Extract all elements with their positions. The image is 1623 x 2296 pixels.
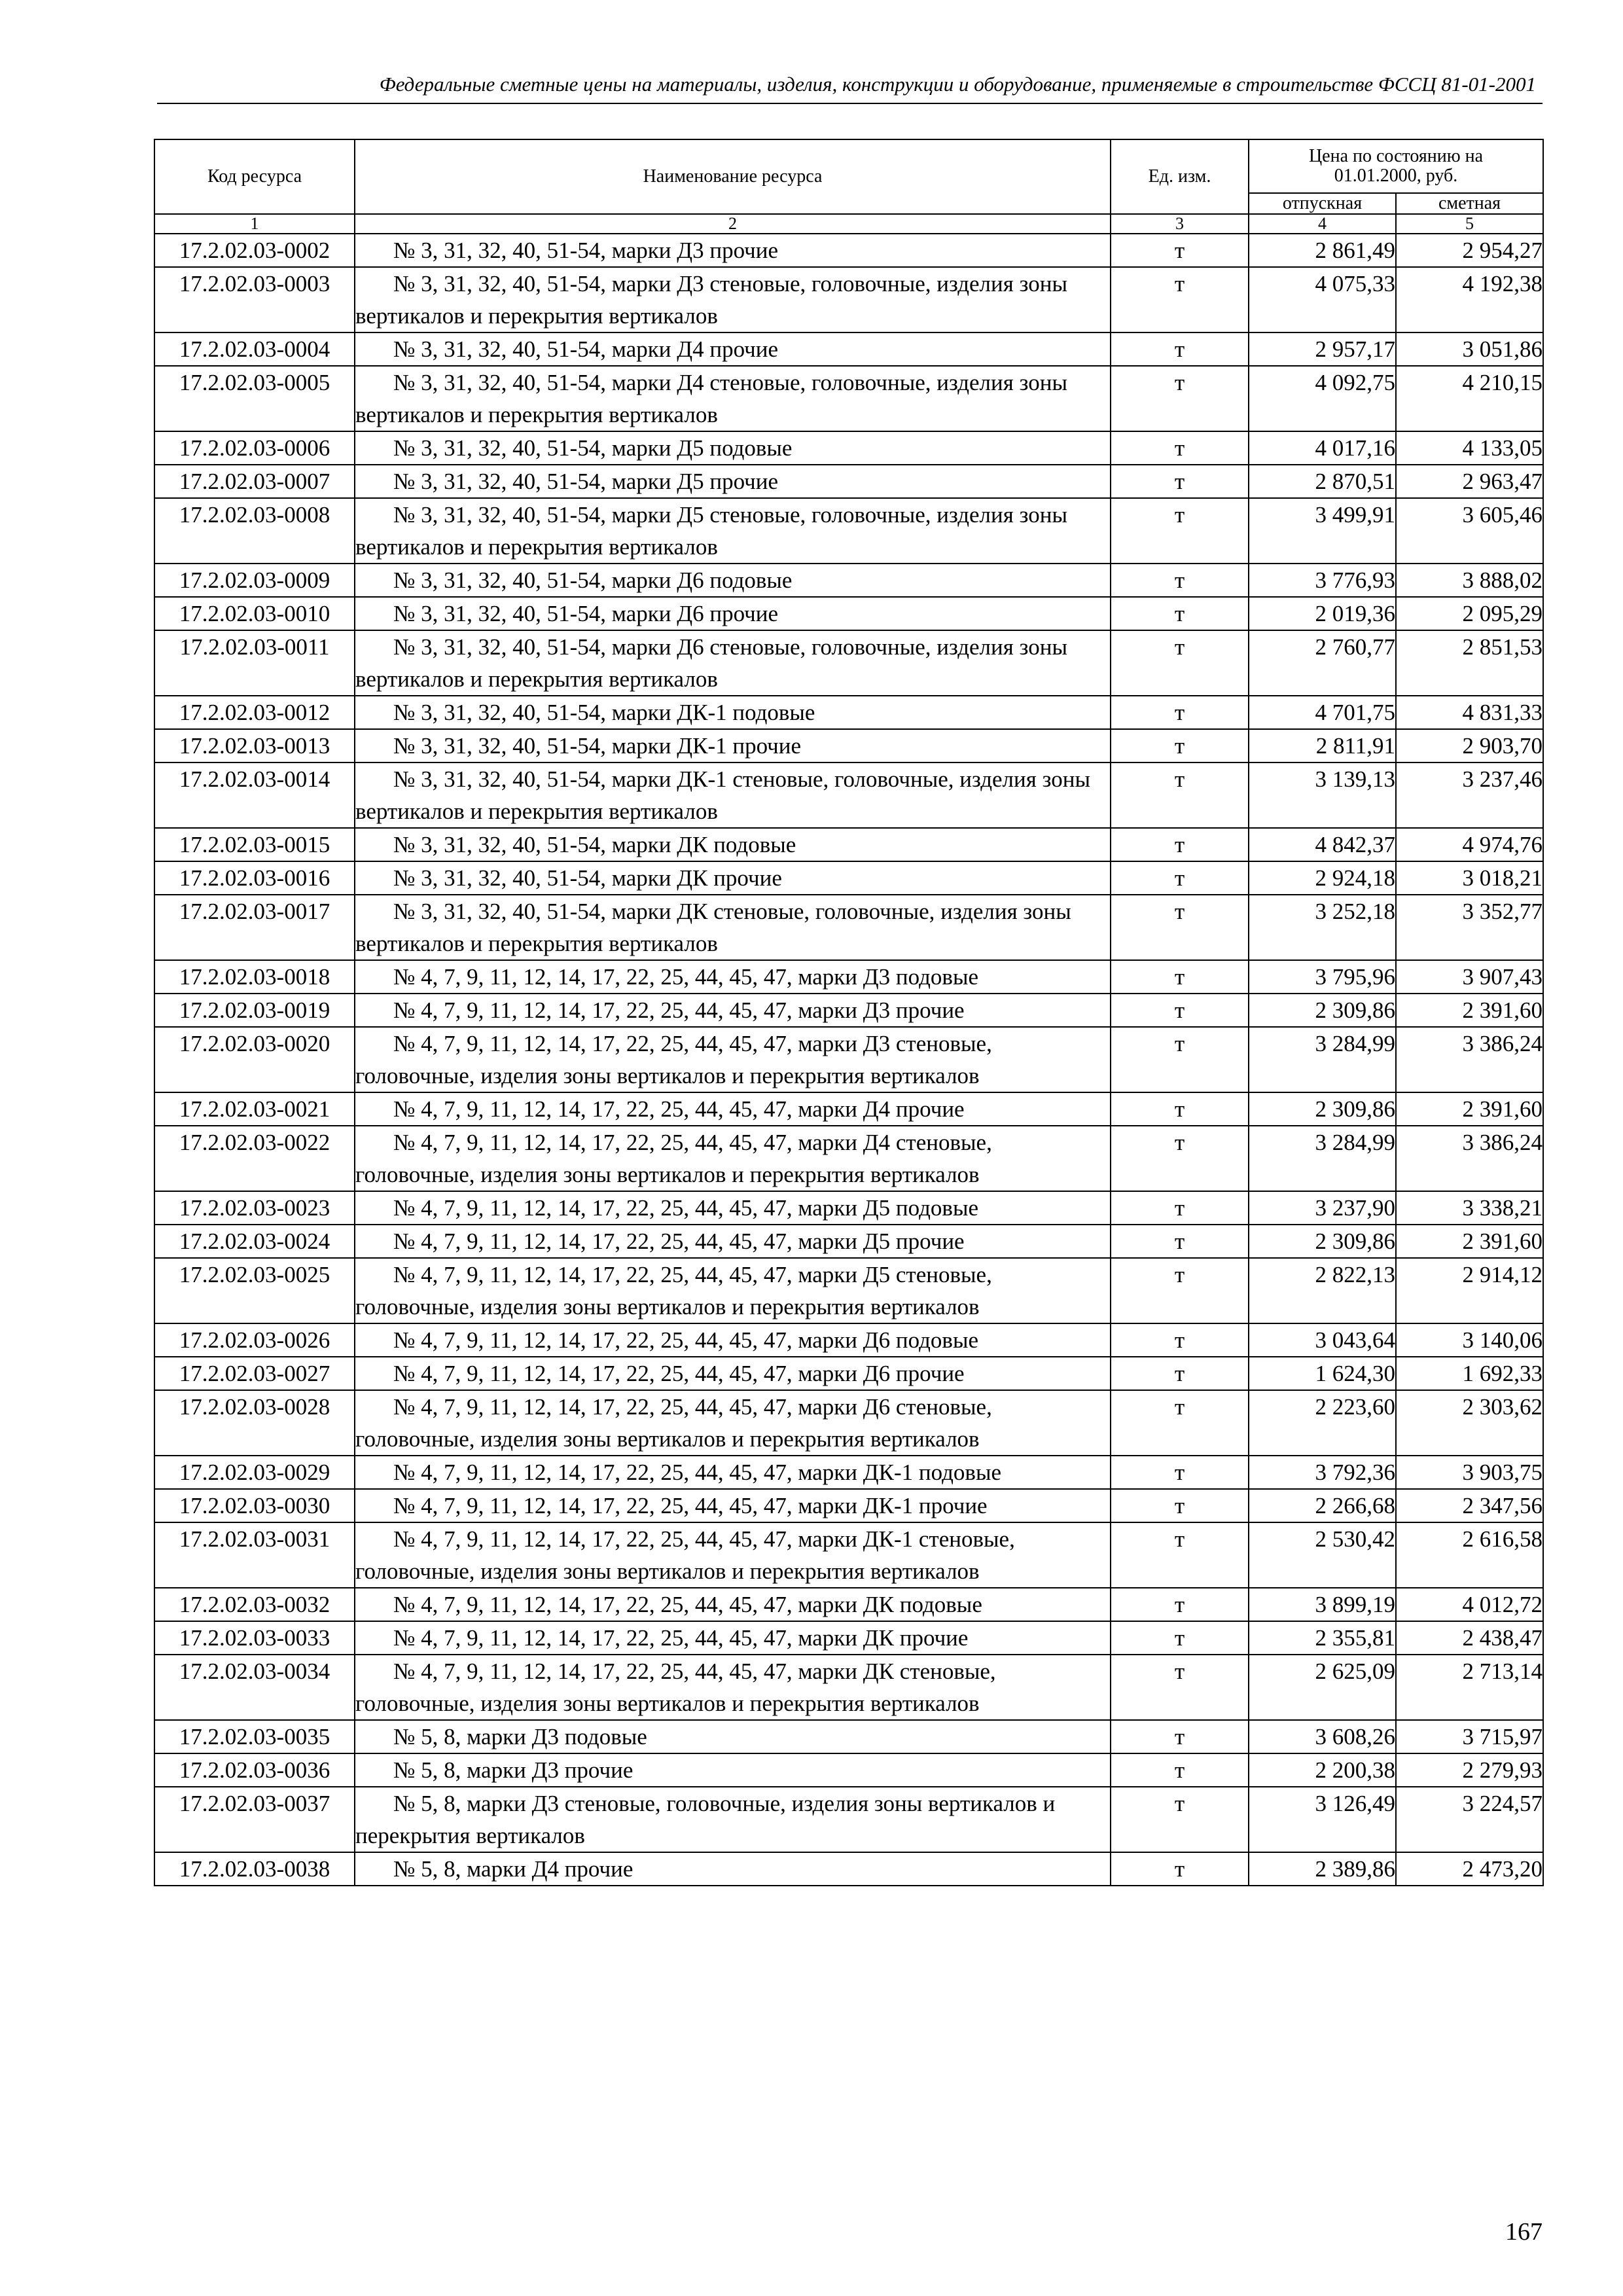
table-row xyxy=(154,1720,1543,1753)
unit-of-measure: т xyxy=(1111,267,1249,332)
table-row xyxy=(154,828,1543,861)
release-price: 2 870,51 xyxy=(1249,465,1396,498)
resource-code: 17.2.02.03-0032 xyxy=(154,1588,355,1621)
table-row xyxy=(154,630,1543,696)
estimate-price: 4 133,05 xyxy=(1396,431,1543,465)
resource-code: 17.2.02.03-0013 xyxy=(154,729,355,762)
unit-of-measure: т xyxy=(1111,366,1249,431)
resource-name xyxy=(355,564,1111,597)
table-row xyxy=(154,498,1543,564)
unit-of-measure: т xyxy=(1111,762,1249,828)
table-row xyxy=(154,1753,1543,1787)
estimate-price: 3 907,43 xyxy=(1396,960,1543,994)
estimate-price: 2 391,60 xyxy=(1396,1092,1543,1126)
unit-of-measure: т xyxy=(1111,861,1249,895)
resource-code: 17.2.02.03-0021 xyxy=(154,1092,355,1126)
resource-name-text: № 4, 7, 9, 11, 12, 14, 17, 22, 25, 44, 45, 47, марки Д3 подовые xyxy=(393,964,979,990)
resource-code: 17.2.02.03-0006 xyxy=(154,431,355,465)
resource-name-text: № 4, 7, 9, 11, 12, 14, 17, 22, 25, 44, 45, 47, марки Д3 прочие xyxy=(393,997,965,1023)
estimate-price: 2 616,58 xyxy=(1396,1522,1543,1588)
running-header: Федеральные сметные цены на материалы, изделия, конструкции и оборудование, применяемые в строительстве ФССЦ 81-01-2001 xyxy=(379,73,1536,96)
table-row xyxy=(154,1588,1543,1621)
release-price: 2 389,86 xyxy=(1249,1852,1396,1886)
resource-code: 17.2.02.03-0027 xyxy=(154,1357,355,1390)
unit-of-measure: т xyxy=(1111,1323,1249,1357)
resource-name-text: № 3, 31, 32, 40, 51-54, марки Д6 стеновые, головочные, изделия зоны вертикалов и перекрытия вертикалов xyxy=(355,634,1067,692)
table-row xyxy=(154,1522,1543,1588)
release-price: 3 776,93 xyxy=(1249,564,1396,597)
resource-name xyxy=(355,1753,1111,1787)
estimate-price: 4 210,15 xyxy=(1396,366,1543,431)
resource-name xyxy=(355,1489,1111,1522)
unit-of-measure: т xyxy=(1111,729,1249,762)
resource-name-text: № 4, 7, 9, 11, 12, 14, 17, 22, 25, 44, 45, 47, марки ДК-1 подовые xyxy=(393,1460,1002,1485)
estimate-price: 2 903,70 xyxy=(1396,729,1543,762)
resource-name-text: № 4, 7, 9, 11, 12, 14, 17, 22, 25, 44, 45, 47, марки Д4 стеновые, головочные, изделия зоны вертикалов и перекрытия вертикалов xyxy=(355,1130,992,1187)
table-row xyxy=(154,332,1543,366)
table-row xyxy=(154,1489,1543,1522)
estimate-price: 3 140,06 xyxy=(1396,1323,1543,1357)
resource-code: 17.2.02.03-0019 xyxy=(154,994,355,1027)
resource-code: 17.2.02.03-0037 xyxy=(154,1787,355,1852)
resource-name-text: № 4, 7, 9, 11, 12, 14, 17, 22, 25, 44, 45, 47, марки Д6 прочие xyxy=(393,1361,965,1386)
resource-name xyxy=(355,1357,1111,1390)
estimate-price: 2 914,12 xyxy=(1396,1258,1543,1323)
table-row xyxy=(154,1027,1543,1092)
estimate-price: 3 224,57 xyxy=(1396,1787,1543,1852)
resource-name-text: № 3, 31, 32, 40, 51-54, марки Д5 подовые xyxy=(393,435,793,461)
resource-name-text: № 5, 8, марки Д3 подовые xyxy=(393,1724,647,1749)
resource-name xyxy=(355,696,1111,729)
resource-name-text: № 5, 8, марки Д3 стеновые, головочные, изделия зоны вертикалов и перекрытия вертикалов xyxy=(355,1791,1056,1848)
release-price: 4 092,75 xyxy=(1249,366,1396,431)
release-price: 3 795,96 xyxy=(1249,960,1396,994)
release-price: 3 139,13 xyxy=(1249,762,1396,828)
table-row xyxy=(154,1126,1543,1191)
header-name: Наименование ресурса xyxy=(355,139,1111,214)
unit-of-measure: т xyxy=(1111,597,1249,630)
column-number: 5 xyxy=(1396,214,1543,234)
estimate-price: 2 713,14 xyxy=(1396,1655,1543,1720)
table-row xyxy=(154,1258,1543,1323)
release-price: 4 075,33 xyxy=(1249,267,1396,332)
estimate-price: 2 954,27 xyxy=(1396,234,1543,267)
estimate-price: 2 851,53 xyxy=(1396,630,1543,696)
unit-of-measure: т xyxy=(1111,498,1249,564)
resource-name xyxy=(355,828,1111,861)
unit-of-measure: т xyxy=(1111,1027,1249,1092)
header-code: Код ресурса xyxy=(154,139,355,214)
resource-name-text: № 3, 31, 32, 40, 51-54, марки Д4 прочие xyxy=(393,336,779,362)
unit-of-measure: т xyxy=(1111,1390,1249,1456)
resource-name xyxy=(355,1191,1111,1225)
resource-code: 17.2.02.03-0025 xyxy=(154,1258,355,1323)
estimate-price: 2 391,60 xyxy=(1396,1225,1543,1258)
resource-name xyxy=(355,729,1111,762)
column-number: 2 xyxy=(355,214,1111,234)
resource-name xyxy=(355,431,1111,465)
estimate-price: 3 386,24 xyxy=(1396,1126,1543,1191)
resource-code: 17.2.02.03-0034 xyxy=(154,1655,355,1720)
unit-of-measure: т xyxy=(1111,1357,1249,1390)
header-price-group: Цена по состоянию на 01.01.2000, руб. xyxy=(1249,139,1543,193)
estimate-price: 2 279,93 xyxy=(1396,1753,1543,1787)
resource-name xyxy=(355,332,1111,366)
release-price: 2 200,38 xyxy=(1249,1753,1396,1787)
resource-code: 17.2.02.03-0011 xyxy=(154,630,355,696)
unit-of-measure: т xyxy=(1111,1489,1249,1522)
resource-code: 17.2.02.03-0008 xyxy=(154,498,355,564)
price-table xyxy=(154,139,1544,1886)
release-price: 2 019,36 xyxy=(1249,597,1396,630)
table-row xyxy=(154,1225,1543,1258)
release-price: 2 822,13 xyxy=(1249,1258,1396,1323)
unit-of-measure: т xyxy=(1111,1225,1249,1258)
resource-name-text: № 3, 31, 32, 40, 51-54, марки ДК прочие xyxy=(393,865,782,891)
unit-of-measure: т xyxy=(1111,332,1249,366)
unit-of-measure: т xyxy=(1111,1753,1249,1787)
resource-name xyxy=(355,1092,1111,1126)
resource-name-text: № 4, 7, 9, 11, 12, 14, 17, 22, 25, 44, 45, 47, марки Д6 стеновые, головочные, изделия зоны вертикалов и перекрытия вертикалов xyxy=(355,1394,992,1452)
resource-name xyxy=(355,267,1111,332)
table-row xyxy=(154,465,1543,498)
estimate-price: 4 974,76 xyxy=(1396,828,1543,861)
resource-name xyxy=(355,1225,1111,1258)
table-row xyxy=(154,564,1543,597)
table-row xyxy=(154,1852,1543,1886)
resource-name xyxy=(355,498,1111,564)
resource-name xyxy=(355,1621,1111,1655)
unit-of-measure: т xyxy=(1111,828,1249,861)
resource-name-text: № 3, 31, 32, 40, 51-54, марки Д3 прочие xyxy=(393,238,779,263)
estimate-price: 2 963,47 xyxy=(1396,465,1543,498)
unit-of-measure: т xyxy=(1111,1092,1249,1126)
resource-code: 17.2.02.03-0017 xyxy=(154,895,355,960)
release-price: 4 017,16 xyxy=(1249,431,1396,465)
resource-name-text: № 3, 31, 32, 40, 51-54, марки Д3 стеновые, головочные, изделия зоны вертикалов и перекрытия вертикалов xyxy=(355,271,1067,329)
estimate-price: 3 605,46 xyxy=(1396,498,1543,564)
release-price: 4 701,75 xyxy=(1249,696,1396,729)
column-number-row xyxy=(154,214,1543,234)
table-row xyxy=(154,1357,1543,1390)
release-price: 3 126,49 xyxy=(1249,1787,1396,1852)
header-rule xyxy=(157,103,1543,104)
release-price: 2 223,60 xyxy=(1249,1390,1396,1456)
unit-of-measure: т xyxy=(1111,465,1249,498)
resource-code: 17.2.02.03-0022 xyxy=(154,1126,355,1191)
release-price: 3 237,90 xyxy=(1249,1191,1396,1225)
resource-code: 17.2.02.03-0038 xyxy=(154,1852,355,1886)
release-price: 3 284,99 xyxy=(1249,1027,1396,1092)
table-row xyxy=(154,431,1543,465)
resource-code: 17.2.02.03-0012 xyxy=(154,696,355,729)
resource-code: 17.2.02.03-0023 xyxy=(154,1191,355,1225)
resource-code: 17.2.02.03-0016 xyxy=(154,861,355,895)
header-unit: Ед. изм. xyxy=(1111,139,1249,214)
resource-name xyxy=(355,1588,1111,1621)
resource-code: 17.2.02.03-0007 xyxy=(154,465,355,498)
resource-name-text: № 3, 31, 32, 40, 51-54, марки ДК стеновые, головочные, изделия зоны вертикалов и перекрытия вертикалов xyxy=(355,899,1071,956)
release-price: 3 499,91 xyxy=(1249,498,1396,564)
table-row xyxy=(154,597,1543,630)
resource-name xyxy=(355,1456,1111,1489)
page-number: 167 xyxy=(1505,2218,1543,2246)
estimate-price: 4 012,72 xyxy=(1396,1588,1543,1621)
table-row xyxy=(154,1323,1543,1357)
resource-name xyxy=(355,465,1111,498)
resource-name xyxy=(355,1852,1111,1886)
resource-name-text: № 4, 7, 9, 11, 12, 14, 17, 22, 25, 44, 45, 47, марки ДК-1 прочие xyxy=(393,1493,988,1518)
resource-name xyxy=(355,1258,1111,1323)
resource-name xyxy=(355,994,1111,1027)
estimate-price: 2 347,56 xyxy=(1396,1489,1543,1522)
resource-code: 17.2.02.03-0036 xyxy=(154,1753,355,1787)
column-number: 1 xyxy=(154,214,355,234)
release-price: 2 924,18 xyxy=(1249,861,1396,895)
table-row xyxy=(154,861,1543,895)
resource-code: 17.2.02.03-0033 xyxy=(154,1621,355,1655)
resource-name-text: № 4, 7, 9, 11, 12, 14, 17, 22, 25, 44, 45, 47, марки ДК подовые xyxy=(393,1592,982,1617)
table-row xyxy=(154,1191,1543,1225)
estimate-price: 1 692,33 xyxy=(1396,1357,1543,1390)
estimate-price: 3 888,02 xyxy=(1396,564,1543,597)
release-price: 4 842,37 xyxy=(1249,828,1396,861)
resource-name-text: № 4, 7, 9, 11, 12, 14, 17, 22, 25, 44, 45, 47, марки Д5 прочие xyxy=(393,1229,965,1254)
header-price-release: отпускная xyxy=(1249,193,1396,214)
resource-code: 17.2.02.03-0005 xyxy=(154,366,355,431)
unit-of-measure: т xyxy=(1111,1456,1249,1489)
release-price: 2 309,86 xyxy=(1249,994,1396,1027)
release-price: 2 530,42 xyxy=(1249,1522,1396,1588)
resource-code: 17.2.02.03-0026 xyxy=(154,1323,355,1357)
resource-code: 17.2.02.03-0035 xyxy=(154,1720,355,1753)
release-price: 2 625,09 xyxy=(1249,1655,1396,1720)
unit-of-measure: т xyxy=(1111,960,1249,994)
unit-of-measure: т xyxy=(1111,895,1249,960)
resource-name-text: № 3, 31, 32, 40, 51-54, марки Д5 прочие xyxy=(393,469,779,494)
resource-name xyxy=(355,597,1111,630)
estimate-price: 3 715,97 xyxy=(1396,1720,1543,1753)
table-row xyxy=(154,762,1543,828)
table-row xyxy=(154,895,1543,960)
release-price: 1 624,30 xyxy=(1249,1357,1396,1390)
resource-name xyxy=(355,861,1111,895)
table-row xyxy=(154,234,1543,267)
resource-name-text: № 3, 31, 32, 40, 51-54, марки ДК-1 стеновые, головочные, изделия зоны вертикалов и перекрытия вертикалов xyxy=(355,766,1090,824)
resource-name xyxy=(355,1787,1111,1852)
table-row xyxy=(154,696,1543,729)
resource-name xyxy=(355,960,1111,994)
unit-of-measure: т xyxy=(1111,994,1249,1027)
unit-of-measure: т xyxy=(1111,696,1249,729)
release-price: 2 861,49 xyxy=(1249,234,1396,267)
release-price: 3 608,26 xyxy=(1249,1720,1396,1753)
column-number: 4 xyxy=(1249,214,1396,234)
estimate-price: 3 338,21 xyxy=(1396,1191,1543,1225)
unit-of-measure: т xyxy=(1111,234,1249,267)
resource-name-text: № 4, 7, 9, 11, 12, 14, 17, 22, 25, 44, 45, 47, марки Д6 подовые xyxy=(393,1327,979,1353)
table-row xyxy=(154,729,1543,762)
unit-of-measure: т xyxy=(1111,1720,1249,1753)
resource-name xyxy=(355,895,1111,960)
estimate-price: 2 303,62 xyxy=(1396,1390,1543,1456)
unit-of-measure: т xyxy=(1111,1787,1249,1852)
estimate-price: 4 831,33 xyxy=(1396,696,1543,729)
resource-code: 17.2.02.03-0024 xyxy=(154,1225,355,1258)
resource-name xyxy=(355,234,1111,267)
resource-name-text: № 3, 31, 32, 40, 51-54, марки Д4 стеновые, головочные, изделия зоны вертикалов и перекрытия вертикалов xyxy=(355,370,1067,427)
resource-name-text: № 4, 7, 9, 11, 12, 14, 17, 22, 25, 44, 45, 47, марки ДК стеновые, головочные, изделия зоны вертикалов и перекрытия вертикалов xyxy=(355,1659,996,1716)
resource-name xyxy=(355,1522,1111,1588)
release-price: 3 792,36 xyxy=(1249,1456,1396,1489)
resource-code: 17.2.02.03-0003 xyxy=(154,267,355,332)
table-row xyxy=(154,1655,1543,1720)
header-price-estimate: сметная xyxy=(1396,193,1543,214)
resource-name xyxy=(355,366,1111,431)
unit-of-measure: т xyxy=(1111,1522,1249,1588)
resource-name-text: № 4, 7, 9, 11, 12, 14, 17, 22, 25, 44, 45, 47, марки Д4 прочие xyxy=(393,1096,965,1122)
release-price: 2 309,86 xyxy=(1249,1225,1396,1258)
resource-code: 17.2.02.03-0020 xyxy=(154,1027,355,1092)
estimate-price: 3 237,46 xyxy=(1396,762,1543,828)
resource-name xyxy=(355,630,1111,696)
resource-name-text: № 3, 31, 32, 40, 51-54, марки ДК-1 подовые xyxy=(393,700,815,725)
resource-name-text: № 4, 7, 9, 11, 12, 14, 17, 22, 25, 44, 45, 47, марки Д5 стеновые, головочные, изделия зоны вертикалов и перекрытия вертикалов xyxy=(355,1262,992,1319)
release-price: 3 899,19 xyxy=(1249,1588,1396,1621)
release-price: 3 043,64 xyxy=(1249,1323,1396,1357)
resource-code: 17.2.02.03-0010 xyxy=(154,597,355,630)
unit-of-measure: т xyxy=(1111,1191,1249,1225)
resource-code: 17.2.02.03-0029 xyxy=(154,1456,355,1489)
resource-name-text: № 5, 8, марки Д3 прочие xyxy=(393,1757,633,1783)
resource-name-text: № 5, 8, марки Д4 прочие xyxy=(393,1856,633,1882)
release-price: 2 957,17 xyxy=(1249,332,1396,366)
unit-of-measure: т xyxy=(1111,431,1249,465)
release-price: 2 266,68 xyxy=(1249,1489,1396,1522)
table-row xyxy=(154,994,1543,1027)
resource-name xyxy=(355,1655,1111,1720)
table-row xyxy=(154,1456,1543,1489)
table-row xyxy=(154,1092,1543,1126)
resource-code: 17.2.02.03-0015 xyxy=(154,828,355,861)
table-row xyxy=(154,1787,1543,1852)
resource-code: 17.2.02.03-0018 xyxy=(154,960,355,994)
release-price: 2 811,91 xyxy=(1249,729,1396,762)
resource-code: 17.2.02.03-0002 xyxy=(154,234,355,267)
resource-name-text: № 3, 31, 32, 40, 51-54, марки ДК подовые xyxy=(393,832,796,857)
resource-code: 17.2.02.03-0009 xyxy=(154,564,355,597)
unit-of-measure: т xyxy=(1111,1258,1249,1323)
estimate-price: 3 352,77 xyxy=(1396,895,1543,960)
release-price: 3 284,99 xyxy=(1249,1126,1396,1191)
resource-code: 17.2.02.03-0031 xyxy=(154,1522,355,1588)
resource-name xyxy=(355,762,1111,828)
estimate-price: 4 192,38 xyxy=(1396,267,1543,332)
table-row xyxy=(154,1621,1543,1655)
unit-of-measure: т xyxy=(1111,1621,1249,1655)
estimate-price: 2 438,47 xyxy=(1396,1621,1543,1655)
table-row xyxy=(154,960,1543,994)
resource-name xyxy=(355,1720,1111,1753)
unit-of-measure: т xyxy=(1111,1126,1249,1191)
release-price: 2 760,77 xyxy=(1249,630,1396,696)
estimate-price: 2 473,20 xyxy=(1396,1852,1543,1886)
estimate-price: 3 018,21 xyxy=(1396,861,1543,895)
resource-name-text: № 4, 7, 9, 11, 12, 14, 17, 22, 25, 44, 45, 47, марки Д3 стеновые, головочные, изделия зоны вертикалов и перекрытия вертикалов xyxy=(355,1031,992,1088)
resource-name-text: № 4, 7, 9, 11, 12, 14, 17, 22, 25, 44, 45, 47, марки ДК прочие xyxy=(393,1625,969,1651)
resource-code: 17.2.02.03-0004 xyxy=(154,332,355,366)
resource-code: 17.2.02.03-0028 xyxy=(154,1390,355,1456)
resource-name-text: № 3, 31, 32, 40, 51-54, марки Д6 прочие xyxy=(393,601,779,626)
estimate-price: 3 386,24 xyxy=(1396,1027,1543,1092)
resource-name xyxy=(355,1027,1111,1092)
unit-of-measure: т xyxy=(1111,630,1249,696)
resource-name xyxy=(355,1126,1111,1191)
column-number: 3 xyxy=(1111,214,1249,234)
unit-of-measure: т xyxy=(1111,1852,1249,1886)
table-row xyxy=(154,267,1543,332)
resource-name xyxy=(355,1323,1111,1357)
release-price: 3 252,18 xyxy=(1249,895,1396,960)
unit-of-measure: т xyxy=(1111,1655,1249,1720)
resource-code: 17.2.02.03-0014 xyxy=(154,762,355,828)
table-row xyxy=(154,1390,1543,1456)
resource-code: 17.2.02.03-0030 xyxy=(154,1489,355,1522)
unit-of-measure: т xyxy=(1111,1588,1249,1621)
table-row xyxy=(154,366,1543,431)
unit-of-measure: т xyxy=(1111,564,1249,597)
estimate-price: 2 391,60 xyxy=(1396,994,1543,1027)
release-price: 2 309,86 xyxy=(1249,1092,1396,1126)
resource-name-text: № 4, 7, 9, 11, 12, 14, 17, 22, 25, 44, 45, 47, марки ДК-1 стеновые, головочные, изделия зоны вертикалов и перекрытия вертикалов xyxy=(355,1526,1015,1584)
estimate-price: 3 051,86 xyxy=(1396,332,1543,366)
estimate-price: 2 095,29 xyxy=(1396,597,1543,630)
resource-name xyxy=(355,1390,1111,1456)
estimate-price: 3 903,75 xyxy=(1396,1456,1543,1489)
release-price: 2 355,81 xyxy=(1249,1621,1396,1655)
resource-name-text: № 3, 31, 32, 40, 51-54, марки Д5 стеновые, головочные, изделия зоны вертикалов и перекрытия вертикалов xyxy=(355,502,1067,560)
resource-name-text: № 3, 31, 32, 40, 51-54, марки ДК-1 прочие xyxy=(393,733,802,759)
resource-name-text: № 4, 7, 9, 11, 12, 14, 17, 22, 25, 44, 45, 47, марки Д5 подовые xyxy=(393,1195,979,1221)
resource-name-text: № 3, 31, 32, 40, 51-54, марки Д6 подовые xyxy=(393,567,793,593)
